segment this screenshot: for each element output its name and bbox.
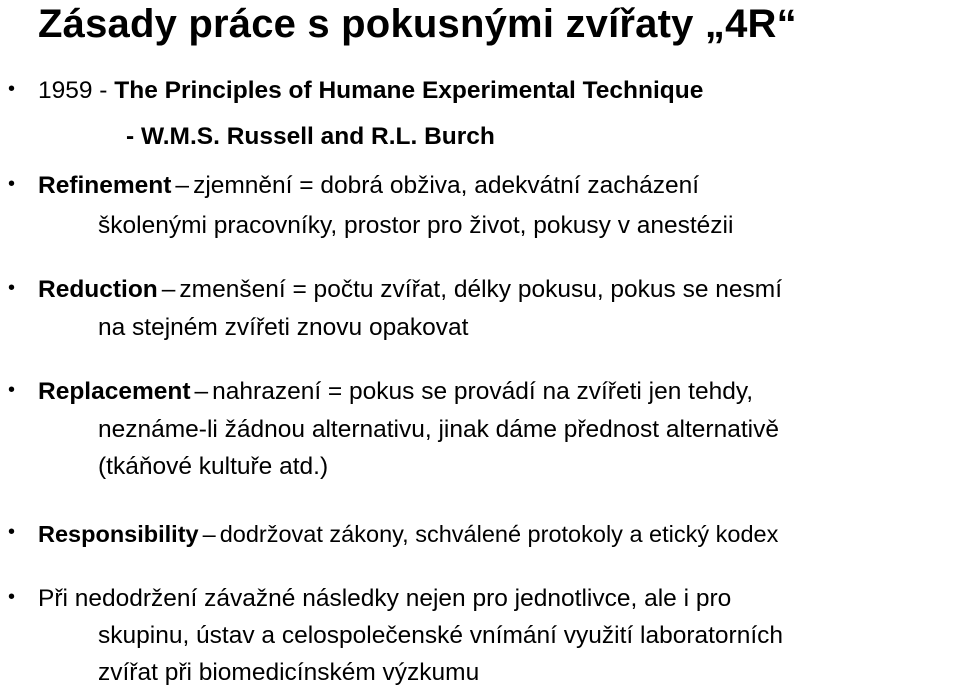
term-dash: – — [194, 378, 209, 405]
reduction-desc: zmenšení = počtu zvířat, délky pokusu, pokus se nesmí — [179, 276, 783, 303]
bullet-refinement-line1 — [38, 171, 699, 201]
bullet-consequences-line1: Při nedodržení závažné následky nejen pro jednotlivce, ale i pro — [38, 585, 732, 612]
bullet-replacement-line1 — [38, 377, 753, 407]
term-responsibility: Responsibility — [38, 521, 199, 547]
bullet-dot: • — [8, 586, 16, 608]
bullet-dot: • — [8, 78, 16, 100]
term-dash: – — [202, 521, 216, 547]
replacement-desc: nahrazení = pokus se provádí na zvířeti jen tehdy, — [212, 378, 754, 405]
bullet-replacement-line2: neznáme-li žádnou alternativu, jinak dáme přednost alternativě — [98, 416, 779, 443]
term-dash: – — [161, 276, 176, 303]
bullet-dot: • — [8, 173, 16, 195]
bullet-replacement-line3: (tkáňové kultuře atd.) — [98, 453, 329, 480]
bullet-consequences-line3: zvířat při biomedicínském výzkumu — [98, 659, 480, 686]
term-refinement: Refinement — [38, 172, 172, 199]
bullet-dot: • — [8, 521, 16, 543]
history-text-1 — [38, 77, 703, 104]
slide-title: Zásady práce s pokusnými zvířaty „4R“ — [38, 2, 797, 46]
history-book-title: The Principles of Humane Experimental Technique — [114, 77, 704, 104]
bullet-refinement-line2: školenými pracovníky, prostor pro život, pokusy v anestézii — [98, 212, 734, 239]
bullet-consequences-line2: skupinu, ústav a celospolečenské vnímání využití laboratorních — [98, 622, 784, 649]
bullet-history-line2: - W.M.S. Russell and R.L. Burch — [126, 123, 495, 150]
bullet-reduction-line1 — [38, 275, 782, 305]
bullet-reduction-line2: na stejném zvířeti znovu opakovat — [98, 314, 469, 341]
responsibility-desc: dodržovat zákony, schválené protokoly a etický kodex — [219, 521, 779, 547]
term-reduction: Reduction — [38, 276, 158, 303]
term-replacement: Replacement — [38, 378, 191, 405]
term-dash: – — [175, 172, 190, 199]
history-year: 1959 - — [38, 77, 115, 104]
bullet-responsibility-line1 — [38, 519, 778, 549]
bullet-history-line1 — [38, 76, 703, 106]
bullet-dot: • — [8, 379, 16, 401]
bullet-dot: • — [8, 277, 16, 299]
refinement-desc: zjemnění = dobrá obživa, adekvátní zacházení — [193, 172, 700, 199]
